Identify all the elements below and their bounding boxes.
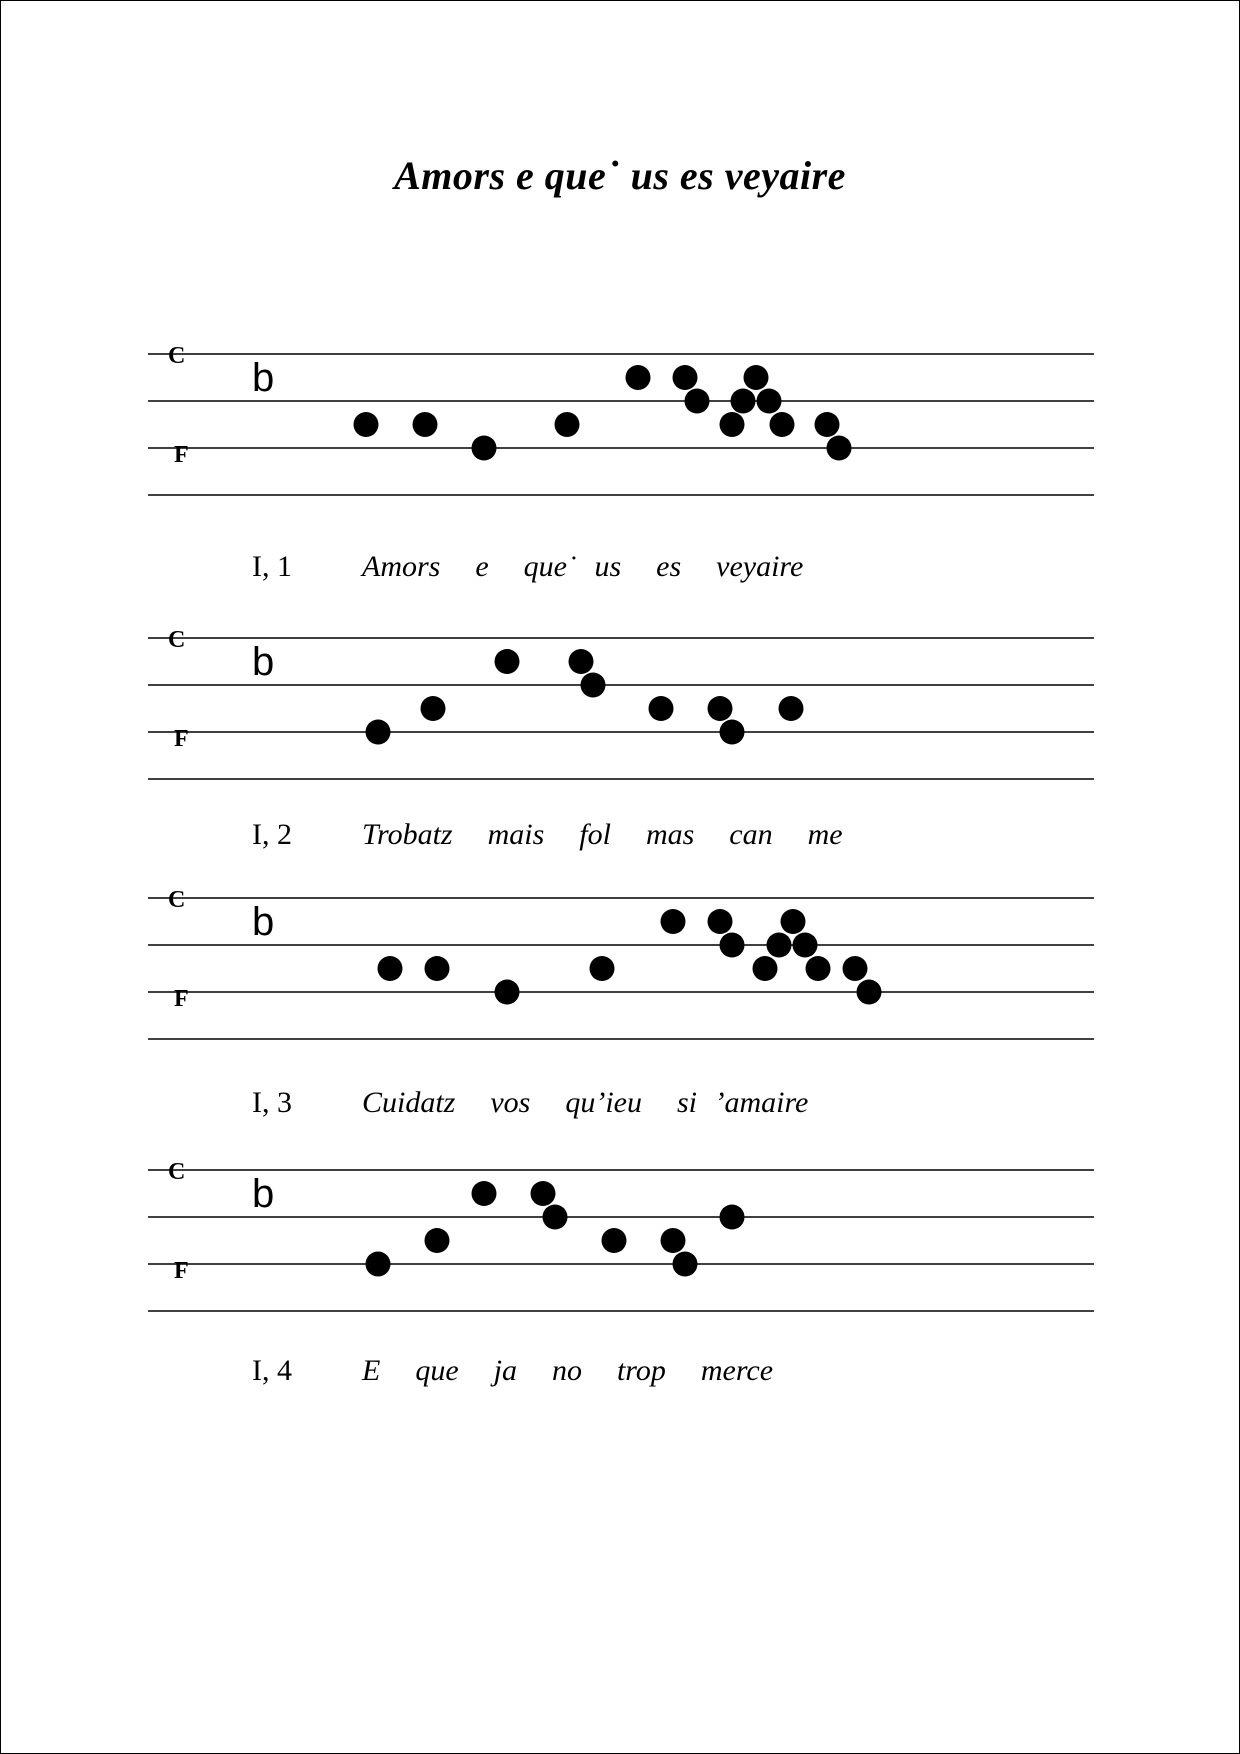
flat-sign: b bbox=[252, 1172, 275, 1216]
neume-note bbox=[843, 956, 868, 981]
neume-note bbox=[781, 909, 806, 934]
neume-note bbox=[673, 1252, 698, 1277]
neume-note bbox=[472, 1181, 497, 1206]
f-clef: F bbox=[174, 726, 189, 752]
verse-lyric: Trobatz mais fol mas can me bbox=[362, 818, 843, 851]
f-clef: F bbox=[174, 442, 189, 468]
c-clef: C bbox=[168, 627, 186, 653]
staff-lines bbox=[0, 884, 1240, 1044]
neume-note bbox=[425, 1228, 450, 1253]
staff-system-3 bbox=[0, 884, 1240, 1044]
verse-lyric: Amors e que˙ us es veyaire bbox=[362, 550, 804, 583]
verse-lyric: Cuidatz vos qu’ieu si ’amaire bbox=[362, 1086, 809, 1119]
neume-note bbox=[827, 436, 852, 461]
flat-sign: b bbox=[252, 900, 275, 944]
neume-note bbox=[495, 649, 520, 674]
neume-note bbox=[673, 365, 698, 390]
c-clef: C bbox=[168, 343, 186, 369]
neume-note bbox=[857, 980, 882, 1005]
verse-number: I, 3 bbox=[252, 1086, 292, 1119]
neume-note bbox=[472, 436, 497, 461]
neume-note bbox=[366, 1252, 391, 1277]
neume-note bbox=[731, 389, 756, 414]
neume-note bbox=[378, 956, 403, 981]
c-clef: C bbox=[168, 887, 186, 913]
neume-note bbox=[770, 412, 795, 437]
neume-note bbox=[354, 412, 379, 437]
neume-note bbox=[590, 956, 615, 981]
neume-note bbox=[767, 933, 792, 958]
f-clef: F bbox=[174, 1258, 189, 1284]
neume-note bbox=[793, 933, 818, 958]
neume-note bbox=[744, 365, 769, 390]
neume-note bbox=[753, 956, 778, 981]
neume-note bbox=[720, 933, 745, 958]
neume-note bbox=[815, 412, 840, 437]
neume-note bbox=[779, 696, 804, 721]
neume-note bbox=[602, 1228, 627, 1253]
verse-number: I, 4 bbox=[252, 1354, 292, 1387]
neume-note bbox=[413, 412, 438, 437]
staff-lines bbox=[0, 340, 1240, 500]
neume-note bbox=[685, 389, 710, 414]
neume-note bbox=[720, 1205, 745, 1230]
neume-note bbox=[581, 673, 606, 698]
staff-system-4 bbox=[0, 1156, 1240, 1316]
neume-note bbox=[543, 1205, 568, 1230]
neume-note bbox=[720, 412, 745, 437]
staff-system-1 bbox=[0, 340, 1240, 500]
verse-number: I, 2 bbox=[252, 818, 292, 851]
neume-note bbox=[720, 720, 745, 745]
flat-sign: b bbox=[252, 356, 275, 400]
verse-number: I, 1 bbox=[252, 550, 292, 583]
staff-lines bbox=[0, 624, 1240, 784]
staff-system-2 bbox=[0, 624, 1240, 784]
verse-lyric: E que ja no trop merce bbox=[362, 1354, 774, 1387]
neume-note bbox=[531, 1181, 556, 1206]
neume-note bbox=[569, 649, 594, 674]
neume-note bbox=[495, 980, 520, 1005]
neume-note bbox=[421, 696, 446, 721]
flat-sign: b bbox=[252, 640, 275, 684]
neume-note bbox=[555, 412, 580, 437]
neume-note bbox=[661, 1228, 686, 1253]
c-clef: C bbox=[168, 1159, 186, 1185]
neume-note bbox=[366, 720, 391, 745]
staff-lines bbox=[0, 1156, 1240, 1316]
neume-note bbox=[661, 909, 686, 934]
page-title: Amors e que˙ us es veyaire bbox=[394, 153, 846, 198]
neume-note bbox=[757, 389, 782, 414]
neume-note bbox=[806, 956, 831, 981]
neume-note bbox=[425, 956, 450, 981]
neume-note bbox=[708, 696, 733, 721]
neume-note bbox=[708, 909, 733, 934]
f-clef: F bbox=[174, 986, 189, 1012]
neume-note bbox=[626, 365, 651, 390]
neume-note bbox=[649, 696, 674, 721]
